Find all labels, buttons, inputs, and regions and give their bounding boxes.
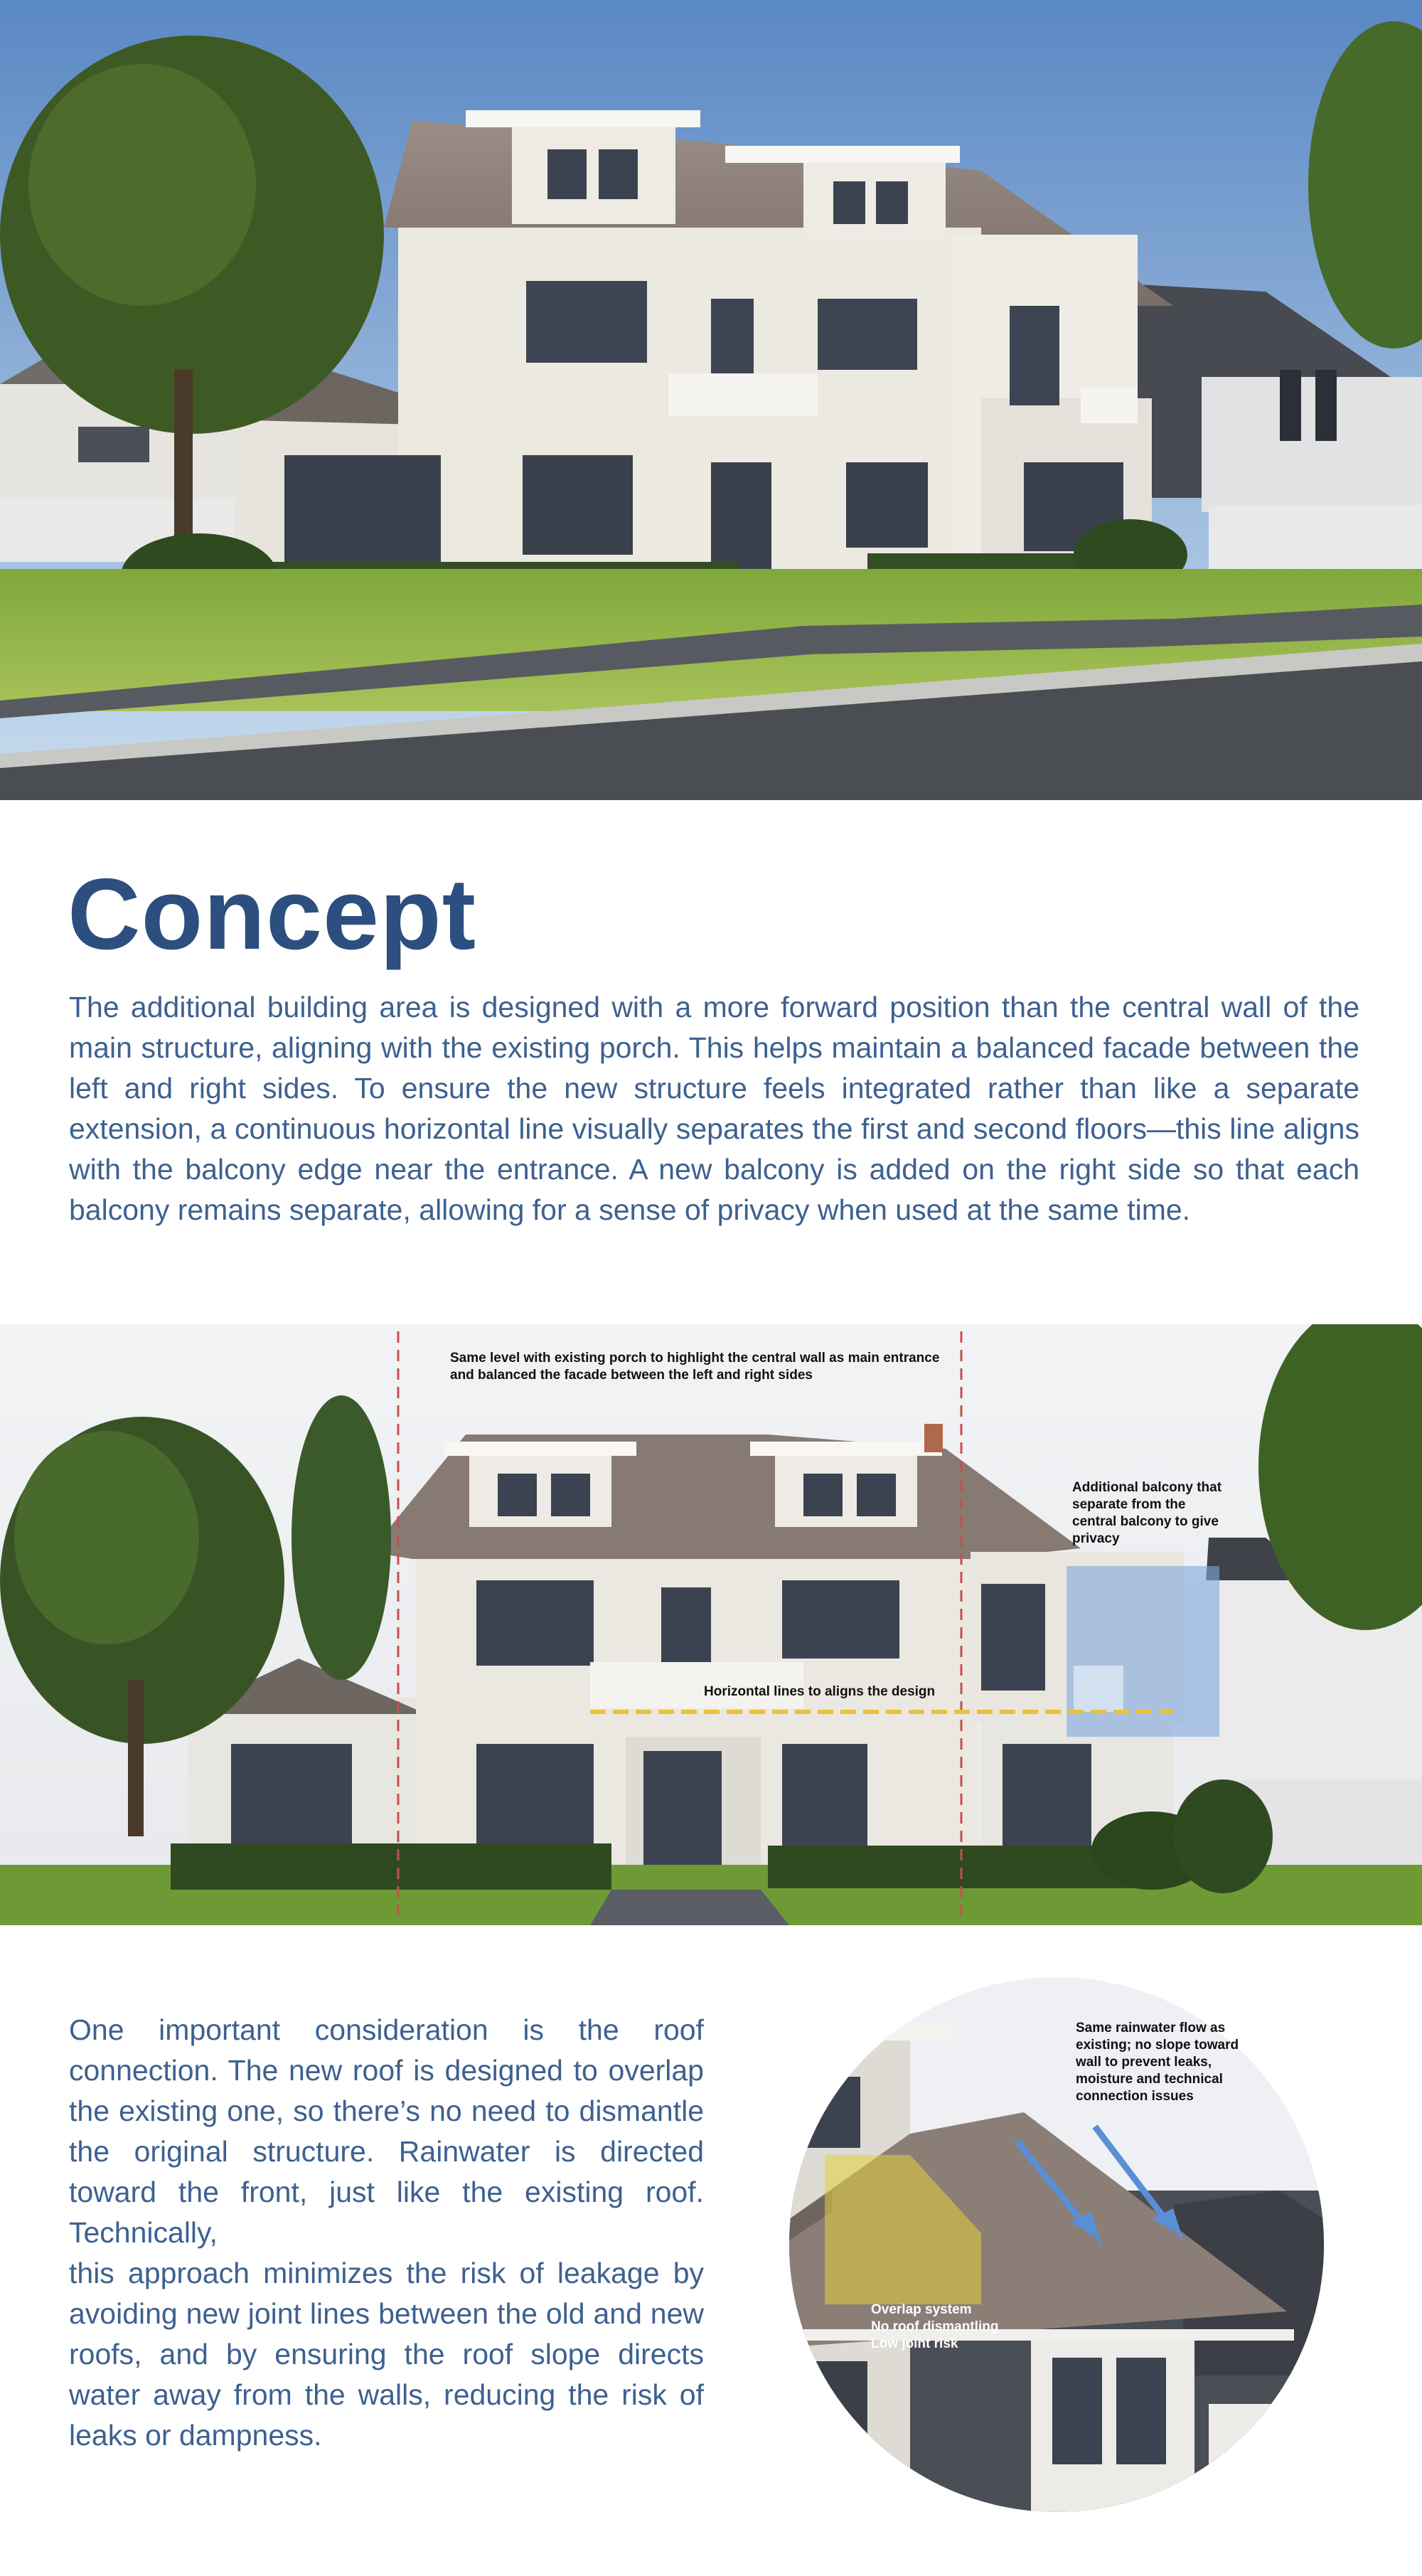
roof-paragraph-part2: this approach minimizes the risk of leakage by avoiding new joint lines between the old and new roofs, and by ensuring the roof slope directs water away from the walls, reducing the risk of leaks or dampness. [69,2257,704,2452]
roof-paragraph [69,2010,704,2456]
concept-title: Concept [68,858,476,971]
roof-paragraph-part1: One important consideration is the roof connection. The new roof is designed to overlap the existing one, so there’s no need to dismantle the original structure. Rainwater is directed toward the front, just like the existing roof. Technically, [69,2013,704,2249]
horizontal-lines-annotation: Horizontal lines to aligns the design [704,1684,936,1699]
overlap-note [871,2301,998,2353]
overlap-note-line-2: No roof dismantling [871,2319,999,2334]
annotated-facade-render [0,1324,1422,1925]
additional-balcony-annotation: Additional balcony that separate from the central balcony to give privacy [1072,1480,1222,1546]
concept-paragraph: The additional building area is designed with a more forward position than the central wall of the main structure, aligning with the existing porch. This helps maintain a balanced facade between the left and right sides. To ensure the new structure feels integrated rather than like a separate extension, a continuous horizontal line visually separates the first and second floors—this line aligns with the balcony edge near the entrance. A new balcony is added on the right side so that each balcony remains separate, allowing for a sense of privacy when used at the same time. [69,991,1359,1226]
porch-level-annotation: Same level with existing porch to highlight the central wall as main entrance and balanced the facade between the left and right sides [450,1351,940,1383]
overlap-note-line-1: Overlap system [871,2302,972,2317]
overlap-note-line-3: Low joint risk [871,2336,958,2351]
rainwater-note: Same rainwater flow as existing; no slope toward wall to prevent leaks, moisture and technical connection issues [1076,2021,1239,2104]
hero-house-render [0,0,1422,800]
